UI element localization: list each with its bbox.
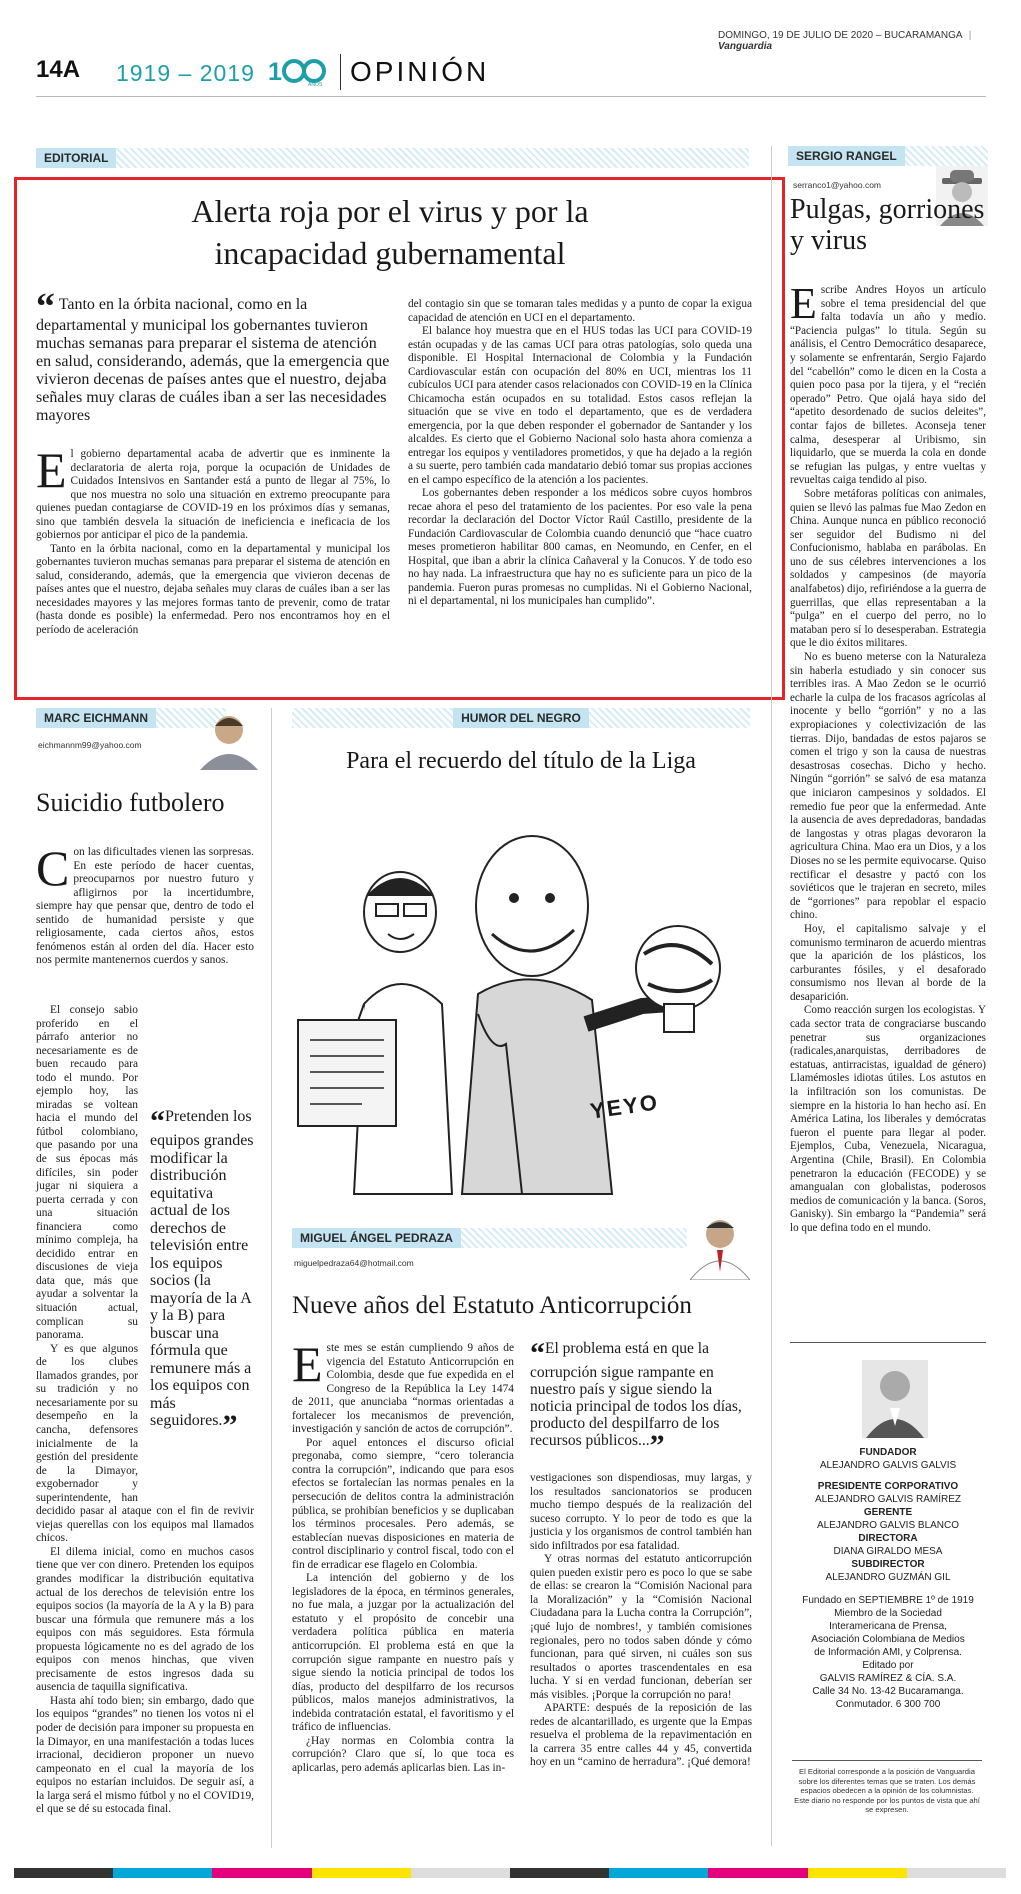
editorial-pullquote	[36, 286, 390, 425]
pedraza-paragraph: ¿Hay normas en Colombia contra la corrupción? Claro que sí, lo que toca es aplicarlas, pero además aplicarlas bien. Las in-	[292, 1734, 514, 1774]
centennial-logo-years: AÑOS	[308, 82, 323, 88]
pedraza-paragraph: ste mes se están cumpliendo 9 años de vigencia del Estatuto Anticorrupción en Colombia, desde que fue expedida en el Congreso de la República la Ley 1474 de 2011, que anunciaba “normas orientadas a fortalecer los mecanismos de prevención, investigación y sanción de actos de corrupción”.	[292, 1342, 514, 1436]
anniversary-years: 1919 – 2019	[116, 60, 255, 86]
pedraza-pullquote-text: El problema está en que la corrupción sigue rampante en nuestro país y sigue siendo la noticia principal de todos los días, producto del despilfarro de los recursos públicos...	[530, 1340, 742, 1449]
rangel-title: Pulgas, gorriones y virus	[790, 194, 985, 256]
color-swatch	[113, 1868, 212, 1878]
staff-info-line: de Información AMI, y Colprensa.	[814, 1647, 962, 1658]
editorial-dropcap: E	[36, 442, 67, 498]
eichmann-paragraph: Y es que algunos de los clubes llamados grandes, por su tradición y no necesariamente por su desempeño en la cancha, defensores inicialmente de la gestión del presidente de la Dimayor, exgobernador y superintendente, han decidido pasar al ataque con el fin de revivir viejas querellas con los equipos mal llamados chicos.	[36, 1342, 254, 1545]
pedraza-author: MIGUEL ÁNGEL PEDRAZA	[292, 1228, 461, 1248]
staff-name: ALEJANDRO GALVIS GALVIS	[819, 1460, 957, 1471]
eichmann-paragraph: on las dificultades vienen las sorpresas. En este período de hacer cuentas, preocuparnos por nuestro futuro y afligirnos por la incertidumbre, siempre hay que pensar que, dentro de todo el sentido de humanidad persiste y que religiosamente, cada ciertos años, estos fenómenos están al orden del día. Hacer esto nos permite mantenernos cuerdos y sanos.	[36, 846, 254, 967]
color-swatch	[312, 1868, 411, 1878]
open-quote-icon: “	[150, 1105, 165, 1138]
close-quote-icon: ”	[222, 1409, 238, 1442]
staff-info-line: Editado por	[862, 1660, 914, 1671]
editorial-paragraph: l gobierno departamental acaba de advertir que es inminente la declaratoria de alerta roja, porque la ocupación de Unidades de Cuidados Intensivos en Santander está a punto de llegar al 75%, lo que nos muestra no solo una situación en extremo preocupante para quienes puedan contagiarse de COVID-19 en los próximos días y semanas, sino que también desvela la situación de ineficiencia e ineficacia de los gobiernos por anticipar el pico de la pandemia.	[36, 448, 390, 541]
rangel-paragraph: Hoy, el capitalismo salvaje y el comunismo terminaron de acuerdo mientras que la aparición de los plásticos, los carburantes fósiles, y el desaforado consumismo nos llevan al borde de la desaparición.	[790, 922, 986, 1003]
color-swatch	[609, 1868, 708, 1878]
pedraza-paragraph: Por aquel entonces el discurso oficial pregonaba, como siempre, “cero tolerancia contra la corrupción”, indicando que para esos efectos se fortalecían las normas penales en la persecución de delitos contra la administración pública, se prohibían beneficios y se duplicaban los términos procesales. Pero además, se establecían nuevas disposiciones en materia de control disciplinario y control fiscal, todo con el fin de erradicar ese flagelo en Colombia.	[292, 1436, 514, 1571]
pedraza-col2	[530, 1472, 752, 1770]
staff-name: ALEJANDRO GALVIS BLANCO	[816, 1520, 960, 1531]
eichmann-body-top	[36, 840, 254, 968]
rangel-body	[790, 279, 986, 1236]
staff-info-line: Calle 34 No. 13-42 Bucaramanga.	[812, 1686, 964, 1697]
color-swatch	[907, 1868, 1006, 1878]
open-quote-icon: “	[36, 286, 55, 328]
eichmann-bar	[36, 708, 226, 728]
pedraza-dropcap: E	[292, 1336, 323, 1392]
staff-info-line: Interamericana de Prensa,	[829, 1621, 947, 1632]
pedraza-bar	[292, 1228, 687, 1248]
pedraza-col1	[292, 1336, 514, 1776]
date-text: DOMINGO, 19 DE JULIO DE 2020 – BUCARAMANGA	[718, 30, 962, 41]
humor-bar	[292, 708, 750, 728]
cartoon-illustration	[292, 794, 750, 1204]
staff-label: DIRECTORA	[858, 1533, 918, 1544]
editorial-bar	[36, 148, 749, 168]
rangel-bar	[788, 146, 988, 166]
staff-rule	[790, 1342, 986, 1343]
eichmann-pullquote-text: Pretenden los equipos grandes modificar la distribución equitativa actual de los derechos de televisión entre los equipos socios (la mayoría de la A y la B) para buscar una fórmula que remunere más a los equipos con más seguidores.	[150, 1108, 254, 1429]
disclaimer-text: El Editorial corresponde a la posición de Vanguardia sobre los diferentes temas que se traten. Los demás espacios obedecen a la opinión de los columnistas. Este diario no responde por los puntos de vista que ahí se expresen.	[794, 1767, 980, 1814]
staff-box	[790, 1446, 986, 1711]
eichmann-title: Suicidio futbolero	[36, 788, 225, 817]
brand-small: Vanguardia	[718, 41, 773, 52]
eichmann-avatar	[200, 708, 258, 770]
cartoon-signature: YEYO	[588, 1089, 661, 1124]
eichmann-body-mid	[36, 1004, 254, 1817]
column-divider	[771, 146, 772, 1846]
staff-info-line: Asociación Colombiana de Medios	[811, 1634, 965, 1645]
eichmann-dropcap: C	[36, 840, 70, 896]
rangel-paragraph: Sobre metáforas políticas con animales, quien se llevó las palmas fue Mao Zedon en China. Aunque nunca en público reconoció ser seguidor del Budismo ni del Confucionismo, hablaba en parábolas. En uno de sus célebres intervenciones a los soldados y campesinos (de mayoría analfabetos) dijo, refiriéndose a la guerra de guerrillas, que ellas representaban a la “pulga” en el cuerpo del perro, no lo mataban pero sí lo desesperaban. Estrategia que le dio éxitos militares.	[790, 487, 986, 650]
centennial-logo	[268, 56, 326, 86]
pedraza-paragraph: Y otras normas del estatuto anticorrupción quien pueden existir pero es poco lo que se sabe de ellas: se crearon la “Comisión Nacional para la Moralización” y la “Comisión Nacional Ciudadana para la Lucha contra la Corrupción”, ¡qué lujo de nombres!, y también comisiones regionales, pero no todos saben dónde y cómo funcionan, para qué sirven, ni cuáles son sus resultados o aportes trascendentales en esa lucha. Y si en verdad funcionan, deberían ser más visibles. ¡Porque la corrupción no para!	[530, 1553, 752, 1701]
editorial-paragraph: El balance hoy muestra que en el HUS todas las UCI para COVID-19 están ocupadas y de las camas UCI para otras patologías, solo queda una disponible. El Hospital Internacional de Colombia y la Fundación Cardiovascular están con ocupación del 80% en UCI, mientras los 11 cubículos UCI para atender casos relacionados con COVID-19 en la Clínica Chicamocha están ocupados en su totalidad. Estos casos reflejan la situación que se vive en todo el departamento, que es de verdadera emergencia, por la que deben responder el gobernador de Santander y los alcaldes. Es cierto que el Gobierno Nacional solo hasta ahora comienza a entregar los equipos y ventiladores prometidos, y que ha dejado a la región a su suerte, pero también cada mandatario debió tomar sus propias acciones en el campo específico de la atención a los pacientes.	[408, 325, 752, 486]
pedraza-paragraph: La intención del gobierno y de los legisladores de la época, en términos generales, no fue mala, a juzgar por la actualización del estatuto y el propósito de concebir una verdadera política pública en materia anticorrupción. El problema está en que la corrupción sigue rampante en nuestro país y sigue siendo la noticia principal de todos los días, producto del despilfarro de los recursos públicos, malos manejos administrativos, la indebida contratación estatal, el favoritismo y el tráfico de influencias.	[292, 1572, 514, 1734]
staff-info-line: GALVIS RAMÍREZ & CÍA. S.A.	[819, 1673, 957, 1684]
staff-name: DIANA GIRALDO MESA	[833, 1546, 943, 1557]
staff-label: PRESIDENTE CORPORATIVO	[817, 1481, 959, 1492]
eichmann-paragraph: El consejo sabio proferido en el párrafo anterior no necesariamente es de buen recaudo para todo el mundo. Por ejemplo hoy, las miradas se voltean hacia el mundo del fútbol colombiano, que pasando por una de sus épocas más difíciles, sin poder jugar ni siquiera a puerta cerrada y con una situación financiera como mínimo compleja, ha decidido entrar en discusiones de vieja data que, más que ayudar a solventar la situación actual, complican su panorama.	[36, 1004, 138, 1342]
editorial-paragraph: Los gobernantes deben responder a los médicos sobre cuyos hombros recae ahora el peso del tratamiento de los pacientes. Por eso vale la pena recordar la declaración del Doctor Víctor Raúl Castillo, presidente de la Fundación Cardiovascular de Colombia cuando denunció que “hace cuatro meses prometieron habilitar 800 camas, en Neomundo, en Cenfer, en el Hospital, que iban a abrir la clínica Cañaveral y la Conucos. Y de todo eso no hay nada. La infraestructura que hay no es suficiente para un pico de la pandemia. Fueron puras promesas no cumplidas. Ni el Gobierno Nacional, ni el departamental, ni los municipales han cumplido”.	[408, 487, 752, 607]
staff-label: GERENTE	[863, 1507, 913, 1518]
rangel-author: SERGIO RANGEL	[788, 146, 905, 166]
pedraza-title: Nueve años del Estatuto Anticorrupción	[292, 1292, 692, 1319]
eichmann-author: MARC EICHMANN	[36, 708, 156, 728]
svg-text:1: 1	[268, 58, 282, 86]
top-date-line: DOMINGO, 19 DE JULIO DE 2020 – BUCARAMANGA | Vanguardia	[718, 30, 972, 52]
author-photo-icon	[690, 1212, 750, 1280]
rangel-paragraph: Como reacción surgen los ecologistas. Y cada sector trata de congraciarse buscando penetrar sus organizaciones (radicales,anarquistas, derribadores de estatuas, antirracistas, igualdad de género) Llamémosles idiotas útiles. Los astutos en la infiltración son los comunistas. De siempre en la historia lo han hecho así. En América Latina, los liberales y demócratas fueron el puente para llegar al poder. Ejemplos, Cuba, Venezuela, Nicaragua, Argentina (Chile, Brasil). En Colombia penetraron la educación (FECODE) y se amangualan con globalistas, poderosos medios de comunicación y la banca. (Soros, Ganisky). Sin embargo la “Pandemia” será lo que defina todo en el mundo.	[790, 1004, 986, 1234]
cartoon-drawing	[292, 794, 750, 1204]
color-swatch	[14, 1868, 113, 1878]
close-quote-icon: ”	[649, 1429, 665, 1462]
header-rule	[36, 96, 986, 97]
color-swatch	[708, 1868, 807, 1878]
staff-label: SUBDIRECTOR	[851, 1559, 925, 1570]
staff-label: FUNDADOR	[859, 1447, 917, 1458]
editorial-label: EDITORIAL	[36, 148, 116, 168]
editorial-col1	[36, 442, 390, 637]
editorial-title: Alerta roja por el virus y por la incapacidad gubernamental	[191, 193, 589, 271]
pedraza-email: miguelpedraza64@hotmail.com	[294, 1258, 414, 1268]
pedraza-avatar	[690, 1212, 750, 1280]
color-swatch	[808, 1868, 907, 1878]
print-color-strip	[14, 1868, 1006, 1878]
rangel-email: serranco1@yahoo.com	[793, 180, 882, 190]
staff-info-line: Conmutador. 6 300 700	[835, 1699, 941, 1710]
pedraza-paragraph: APARTE: después de la reposición de las redes de alcantarillado, es urgente que la Empas resuelva el problema de la repavimentación en la carrera 35 entre calles 44 y 45, convertida hoy en un “camino de herradura”. ¡Qué demora!	[530, 1702, 752, 1769]
color-swatch	[212, 1868, 311, 1878]
color-swatch	[411, 1868, 510, 1878]
color-swatch	[510, 1868, 609, 1878]
pullquote-spacer	[138, 1104, 254, 1504]
rangel-paragraph: No es bueno meterse con la Naturaleza sin haberla estudiado y sin conocer sus terribles iras. A Mao Zedon se le ocurrió echarle la culpa de los fracasos agrícolas al inocente y bello “gorrión” y no a las expropiaciones y colectivización de las tierras. Dijo, bandadas de estos pajaros se comen el trigo y son la causa de nuestras desastrosas cosechas. Dicho y hecho. Ningún “gorrión” se salvó de esa matanza que iniciaron campesinos y soldados. El remedio fue peor que la enfermedad. Ante la ausencia de aves depredadoras, bandadas de langostas y otras plagas devoraron la agricultura China. Mao era un Dios, y a los Dioses no se les permite equivocarse. Quiso rectificar el desastre y pactó con los soviéticos que le trajeran en secreto, miles de “gorriones” para repoblar el espacio chino.	[790, 651, 986, 922]
editorial-pullquote-text: Tanto en la órbita nacional, como en la departamental y municipal los gobernantes tuvieron muchas semanas para preparar el sistema de atención en salud, considerando, además, que la emergencia que vivieron decenas de países antes que el nuestro, dejaba señales muy claras de cuáles iban a ser las necesidades mayores	[36, 296, 390, 424]
editorial-paragraph: Tanto en la órbita nacional, como en la departamental y municipal los gobernantes tuvieron muchas semanas para preparar el sistema de atención en salud, considerando, además, que la emergencia que vivieron decenas de países antes que el nuestro, dejaba señales muy claras de cuáles iban a ser las necesidades mayores y las mejores formas tanto de prevenir, como de tratar (hasta donde es posible) la enfermedad. Pero nos encontramos hoy en el período de aceleración	[36, 542, 390, 636]
humor-title: Para el recuerdo del título de la Liga	[346, 748, 696, 774]
disclaimer-box	[792, 1760, 982, 1815]
rangel-dropcap: E	[790, 279, 817, 328]
rangel-paragraph: scribe Andres Hoyos un artículo sobre el tema presidencial del que falta todavía un año y medio. “Paciencia pulgas” lo titula. Según su análisis, el Centro Democrático desaparece, y solamente se enfrentarán, Sergio Fajardo del “cabellón” como le dicen en la Costa a quien poco pasa por la tijera, y el “recién operado” Petro. Que ojalá haya sido del “apetito desordenado de sucios deleites”, contar fajos de billetes. Aconseja tener calma, desesperar al Uribismo, sin liquidarlo, que se muerda la cola en donde se refugian las pulgas, y entre vueltas y revueltas caiga tendido al piso.	[790, 284, 986, 487]
editorial-col2	[408, 298, 752, 609]
author-photo-icon	[200, 708, 258, 770]
staff-name: ALEJANDRO GALVIS RAMÍREZ	[815, 1494, 961, 1505]
header-divider	[340, 54, 341, 90]
founder-photo-icon	[862, 1360, 928, 1438]
staff-info-line: Fundado en SEPTIEMBRE 1º de 1919	[802, 1595, 974, 1606]
eichmann-paragraph: El dilema inicial, como en muchos casos tiene que ver con dinero. Pretenden los equipos grandes modificar la distribución equitativa actual de los derechos de televisión entre los equipos socios (la mayoría de la A y la B) para buscar una fórmula que remunere más a los equipos con más seguidores. Esta fórmula propuesta lógicamente no es del agrado de los equipos con menos hinchas, que viven precisamente de estos ingresos dada su ausencia de taquilla significativa.	[36, 1545, 254, 1694]
eichmann-email: eichmannm99@yahoo.com	[38, 740, 142, 750]
eichmann-paragraph: Hasta ahí todo bien; sin embargo, dado que los equipos “grandes” no tienen los votos ni el poder de decisión para imponer su propuesta en la Dimayor, en una manifestación a todas luces irracional, decidieron proponer un nuevo campeonato en el cual la mayoría de los equipos no estarían incluidos. De seguir así, a la larga será el mismo fútbol y no el COVID19, el que se dé su estocada final.	[36, 1694, 254, 1816]
editorial-paragraph: del contagio sin que se tomaran tales medidas y a punto de copar la exigua capacidad de atención en UCI en el departamento.	[408, 298, 752, 324]
pedraza-paragraph: vestigaciones son dispendiosas, muy largas, y los resultados sancionatorios se producen mucho tiempo después de la realización del suceso corrupto. Y lo peor de todo es que la justicia y los organismos de control también han sido infiltrados por esa fatalidad.	[530, 1472, 752, 1552]
founder-portrait	[862, 1360, 928, 1438]
column-divider	[271, 708, 272, 1848]
section-title: OPINIÓN	[350, 56, 490, 87]
staff-info-line: Miembro de la Sociedad	[834, 1608, 942, 1619]
pedraza-pullquote	[530, 1337, 752, 1462]
open-quote-icon: “	[530, 1337, 545, 1370]
humor-label: HUMOR DEL NEGRO	[453, 708, 589, 728]
page-number: 14A	[36, 56, 81, 83]
staff-name: ALEJANDRO GUZMÁN GIL	[825, 1572, 951, 1583]
